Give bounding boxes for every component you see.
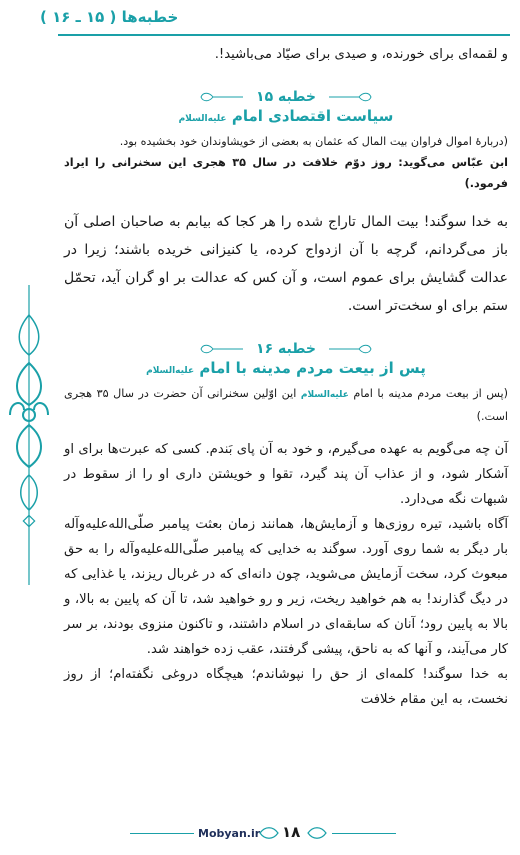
sermon15-heading xyxy=(64,86,508,105)
salutation-mark: علیه‌السلام xyxy=(178,114,227,124)
sermon15-title xyxy=(64,107,508,125)
sermon16-note-b: این اوّلین سخنرانی آن حضرت در سال ۳۵ هجری است.) xyxy=(64,387,508,423)
footer-rule-right xyxy=(332,833,396,834)
intro-line: و لقمه‌ای برای خورنده، و صیدی برای صیّاد می‌باشید!. xyxy=(214,47,508,62)
ornament-right-icon xyxy=(329,91,375,103)
sermon16-number: خطبه ۱۶ xyxy=(256,341,316,357)
sermon16-note-a: (پس از بیعت مردم مدینه با امام xyxy=(353,387,508,400)
sermon15-title-text: سیاست اقتصادی امام xyxy=(231,107,394,125)
sermon15-number: خطبه ۱۵ xyxy=(256,89,316,105)
ornament-right-icon xyxy=(329,343,375,355)
page-header xyxy=(0,0,520,36)
footer-rule-left xyxy=(130,833,194,834)
side-ornament xyxy=(6,285,52,585)
sermon16-para-1: آن چه می‌گویم به عهده می‌گیرم، و خود به آن پای بَندم. کسی که عبرت‌ها برای او آشکار شود، و از عذاب آن پند گیرد، تقوا و خویشتن داری او را از سقوط در شبهات نگه می‌دارد. xyxy=(64,442,508,507)
ornament-left-icon xyxy=(197,343,243,355)
page-number: ۱۸ xyxy=(282,823,301,841)
sermon16-para-3: به خدا سوگند! کلمه‌ای از حق را نپوشاندم؛ هیچگاه دروغی نگفته‌ام؛ از روز نخست، به این مقام خلافت xyxy=(64,667,508,707)
sermon15-note-1: (دربارۀ اموال فراوان بیت المال که عثمان به بعضی از خویشاوندان خود بخشیده بود. xyxy=(119,135,508,148)
sermon16-title xyxy=(64,359,508,377)
brand-link[interactable]: Mobyan.ir xyxy=(198,827,261,840)
page-footer xyxy=(0,821,520,845)
sermon15-body: به خدا سوگند! بیت المال تاراج شده را هر کجا که بیابم به صاحبان اصلی آن باز می‌گردانم، گرچه با آن ازدواج کرده، یا کنیزانی خریده باشند؛ زیرا در عدالت گشایش برای عموم است، و آن کس که عدالت بر او گران آید، تحمّل ستم برای او سخت‌تر است. xyxy=(64,214,508,314)
salutation-mark: علیه‌السلام xyxy=(146,366,195,376)
sermon16-note xyxy=(64,383,508,427)
salutation-mark: علیه‌السلام xyxy=(300,390,349,400)
sermon16-heading xyxy=(64,338,508,357)
header-rule xyxy=(58,34,510,36)
footer-ornament-icon xyxy=(258,825,280,841)
ornament-left-icon xyxy=(197,91,243,103)
sermon16-title-text: پس از بیعت مردم مدینه با امام xyxy=(199,359,426,377)
sermon16-para-2: آگاه باشید، تیره روزی‌ها و آزمایش‌ها، همانند زمان بعثت پیامبر صلّی‌الله‌علیه‌وآله بار دیگر به شما روی آورد. سوگند به خدایی که پیامبر صلّی‌الله‌علیه‌وآله را به حق مبعوث کرد، سخت آزمایش می‌شوید، چون دانه‌ای که در غربال ریزند، یا غذایی که در دیگ گذارند! به هم خواهید ریخت، زیر و رو خواهید شد، تا آن که پایین به بالا، و بالا به پایین رود؛ آنان که سابقه‌ای در اسلام داشتند، و تاکنون منزوی بودند، بر سر کار می‌آیند، و آنها که به ناحق، پیشی گرفتند، عقب زده خواهند شد. xyxy=(64,517,508,657)
sermon15-note-2: ابن عبّاس می‌گوید: روز دوّم خلافت در سال ۳۵ هجری این سخنرانی را ایراد فرمود.) xyxy=(64,156,508,190)
page-content xyxy=(64,40,508,712)
footer-ornament-icon xyxy=(306,825,328,841)
running-title: خطبه‌ها ( ۱۵ ـ ۱۶ ) xyxy=(40,8,179,26)
